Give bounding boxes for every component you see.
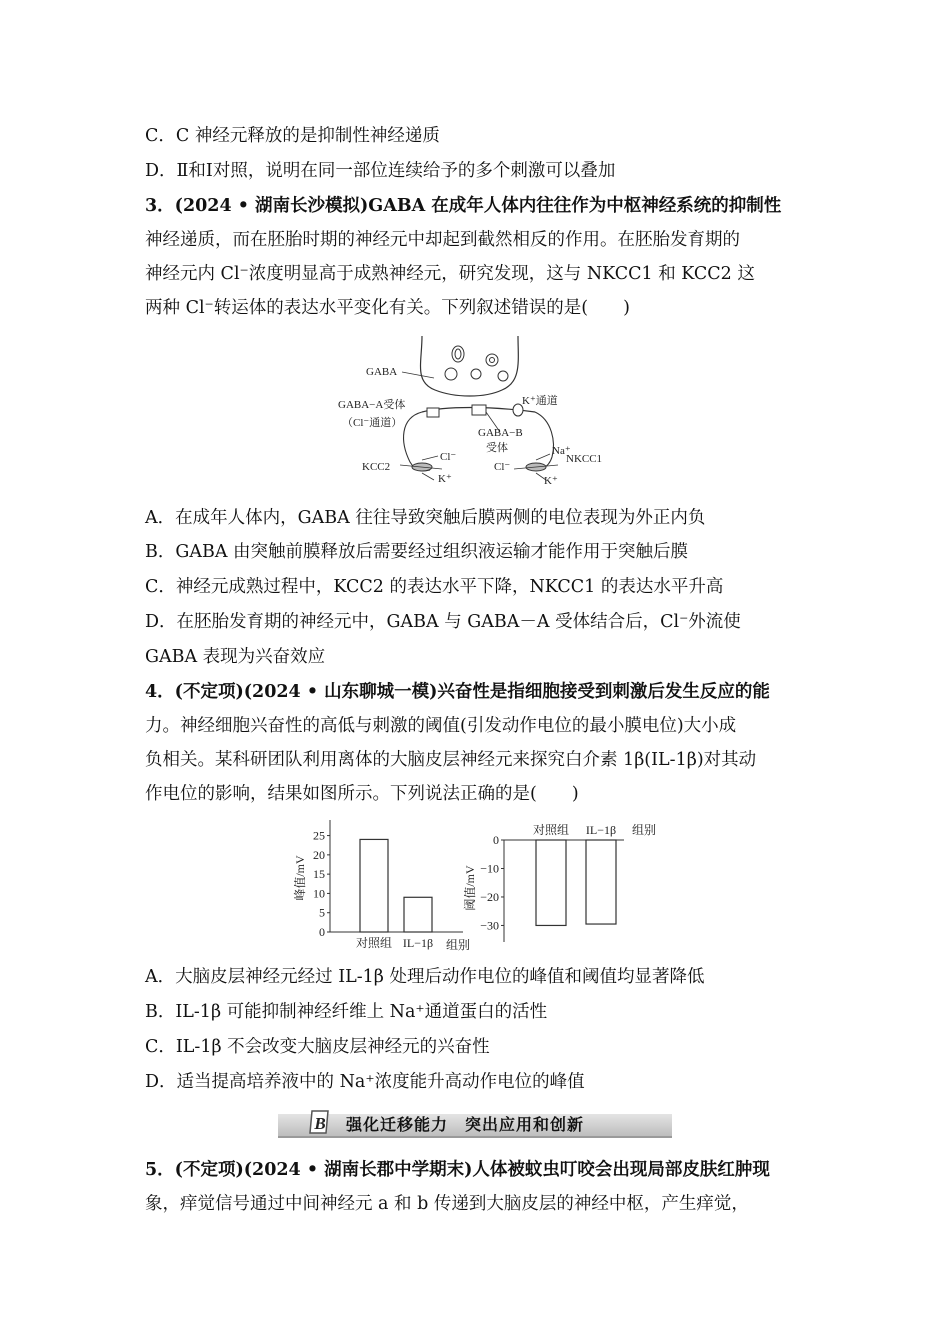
x-axis-label: 组别 (445, 938, 471, 952)
y-tick-label: −20 (480, 889, 499, 904)
q3-stem-line-4: 两种 Cl⁻转运体的表达水平变化有关。下列叙述错误的是( ) (145, 298, 630, 318)
bar (360, 839, 388, 932)
peak-bar-chart (288, 816, 478, 954)
banner-text: 强化迁移能力 突出应用和创新 (346, 1115, 585, 1134)
q4-stem-line-4: 作电位的影响，结果如图所示。下列说法正确的是( ) (145, 784, 579, 804)
bar (404, 897, 432, 932)
threshold-bar-chart (460, 816, 670, 954)
q3-option-b: B．GABA 由突触前膜释放后需要经过组织液运输才能作用于突触后膜 (145, 542, 689, 562)
nkcc1-na-label: Na⁺ (552, 445, 571, 457)
y-axis-label: 峰值/mV (293, 855, 307, 901)
q3-stem-line-2: 神经递质，而在胚胎时期的神经元中却起到截然相反的作用。在胚胎发育期的 (145, 230, 740, 250)
q4-stem-line-1: 4．(不定项)(2024 • 山东聊城一模)兴奋性是指细胞接受到刺激后发生反应的能 (145, 682, 770, 702)
q3-option-c: C．神经元成熟过程中，KCC2 的表达水平下降，NKCC1 的表达水平升高 (145, 577, 724, 597)
section-banner (278, 1106, 672, 1138)
gaba-a-receptor (427, 408, 439, 417)
x-tick-label: 对照组 (355, 936, 393, 950)
q3-option-a: A．在成年人体内，GABA 往往导致突触后膜两侧的电位表现为外正内负 (145, 508, 706, 528)
gaba-a-sub-label: （Cl⁻通道） (342, 417, 403, 429)
y-tick-label: 0 (319, 925, 325, 939)
q4-stem-line-2: 力。神经细胞兴奋性的高低与刺激的阈值(引发动作电位的最小膜电位)大小成 (145, 716, 737, 736)
x-axis-label: 组别 (631, 823, 657, 837)
gaba-b-sub-label: 受体 (486, 442, 508, 454)
q5-stem-line-2: 象，痒觉信号通过中间神经元 a 和 b 传递到大脑皮层的神经中枢，产生痒觉， (145, 1194, 749, 1214)
y-tick-label: −10 (480, 861, 499, 876)
nkcc1-label: NKCC1 (566, 453, 603, 465)
option-d-previous: D．Ⅱ和Ⅰ对照，说明在同一部位连续给予的多个刺激可以叠加 (145, 161, 616, 181)
y-tick-label: 15 (313, 867, 325, 882)
y-tick-label: 5 (319, 905, 325, 920)
section-b-letter: B (314, 1114, 326, 1133)
gaba-a-label: GABA−A受体 (338, 399, 406, 411)
q4-option-d: D．适当提高培养液中的 Na⁺浓度能升高动作电位的峰值 (145, 1072, 585, 1092)
q3-option-d-cont: GABA 表现为兴奋效应 (145, 647, 326, 667)
gaba-label: GABA (366, 366, 398, 378)
section-b-icon (306, 1108, 334, 1136)
bar (586, 840, 616, 924)
kcc2-label: KCC2 (362, 461, 391, 473)
q5-stem-line-1: 5．(不定项)(2024 • 湖南长郡中学期末)人体被蚊虫叮咬会出现局部皮肤红肿现 (145, 1160, 770, 1180)
gaba-b-label: GABA−B (478, 427, 523, 439)
nkcc1-cl-label: Cl⁻ (494, 461, 511, 473)
y-tick-label: −30 (480, 918, 499, 933)
synapse-diagram (330, 332, 620, 492)
q3-option-d: D．在胚胎发育期的神经元中，GABA 与 GABA－A 受体结合后，Cl⁻外流使 (145, 612, 741, 632)
x-tick-label: IL−1β (402, 936, 434, 950)
q3-stem-line-1: 3．(2024 • 湖南长沙模拟)GABA 在成年人体内往往作为中枢神经系统的抑制性 (145, 196, 782, 216)
q4-option-b: B．IL-1β 可能抑制神经纤维上 Na⁺通道蛋白的活性 (145, 1002, 548, 1022)
kcc2-k-label: K⁺ (438, 473, 452, 485)
nkcc1-k-label: K⁺ (544, 475, 558, 487)
gaba-b-receptor (472, 405, 486, 415)
y-tick-label: 0 (493, 833, 499, 847)
q4-stem-line-3: 负相关。某科研团队利用离体的大脑皮层神经元来探究白介素 1β(IL-1β)对其动 (145, 750, 757, 770)
y-tick-label: 20 (313, 847, 325, 862)
x-tick-label: 对照组 (532, 823, 570, 837)
option-c-previous: C．C 神经元释放的是抑制性神经递质 (145, 126, 440, 146)
bar (536, 840, 566, 925)
x-tick-label: IL−1β (585, 823, 617, 837)
kcc2-cl-label: Cl⁻ (440, 451, 457, 463)
y-tick-label: 25 (313, 828, 325, 843)
vesicles (445, 346, 508, 381)
q3-stem-line-3: 神经元内 Cl⁻浓度明显高于成熟神经元，研究发现，这与 NKCC1 和 KCC2 这 (145, 264, 755, 284)
y-tick-label: 10 (313, 886, 325, 901)
k-channel-label: K⁺通道 (522, 395, 558, 407)
q4-option-c: C．IL-1β 不会改变大脑皮层神经元的兴奋性 (145, 1037, 490, 1057)
y-axis-label: 阈值/mV (463, 865, 477, 911)
q4-option-a: A．大脑皮层神经元经过 IL-1β 处理后动作电位的峰值和阈值均显著降低 (145, 967, 705, 987)
